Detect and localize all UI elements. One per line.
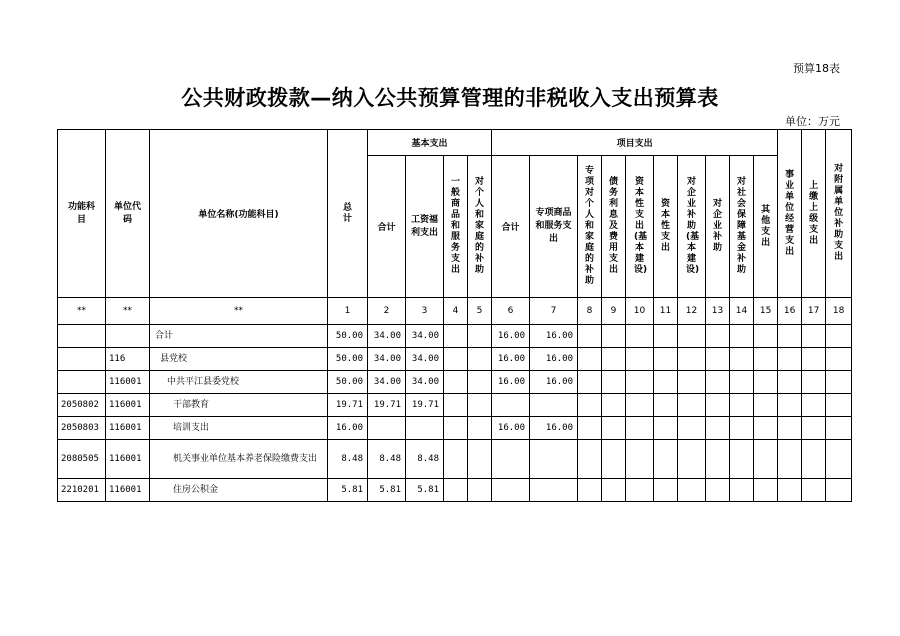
proj-total-cell: 16.00 <box>492 325 530 348</box>
empty-cell <box>678 371 706 394</box>
index-cell: 17 <box>802 298 826 325</box>
basic-goods-cell <box>444 348 468 371</box>
basic-total-cell: 34.00 <box>368 371 406 394</box>
empty-cell <box>826 325 852 348</box>
proj-goods-cell <box>530 479 578 502</box>
proj-total-cell <box>492 394 530 417</box>
func-code-cell <box>58 348 106 371</box>
header-unit-operation: 事业单位经营支出 <box>778 130 802 298</box>
proj-total-cell: 16.00 <box>492 417 530 440</box>
empty-cell <box>678 479 706 502</box>
empty-cell <box>578 479 602 502</box>
empty-cell <box>602 325 626 348</box>
basic-salary-cell: 8.48 <box>406 440 444 479</box>
empty-cell <box>826 417 852 440</box>
header-basic-goods: 一般商品和服务支出 <box>444 156 468 298</box>
empty-cell <box>654 325 678 348</box>
basic-family-cell <box>468 394 492 417</box>
table-row <box>58 394 852 417</box>
empty-cell <box>602 479 626 502</box>
header-total: 总计 <box>328 130 368 298</box>
proj-goods-cell <box>530 394 578 417</box>
basic-goods-cell <box>444 371 468 394</box>
empty-cell <box>754 417 778 440</box>
empty-cell <box>778 371 802 394</box>
empty-cell <box>778 440 802 479</box>
table-body <box>58 325 852 502</box>
empty-cell <box>802 479 826 502</box>
unit-code-cell: 116001 <box>106 479 150 502</box>
header-proj-debt: 债务利息及费用支出 <box>602 156 626 298</box>
empty-cell <box>578 325 602 348</box>
total-cell: 50.00 <box>328 348 368 371</box>
total-cell: 19.71 <box>328 394 368 417</box>
empty-cell <box>706 417 730 440</box>
empty-cell <box>678 417 706 440</box>
empty-cell <box>578 417 602 440</box>
unit-name-text: 培训支出 <box>173 422 210 433</box>
empty-cell <box>678 348 706 371</box>
empty-cell <box>826 371 852 394</box>
unit-name-cell <box>150 371 328 394</box>
header-subsidiary: 对附属单位补助支出 <box>826 130 852 298</box>
header-proj-enterprise: 对企业补助 <box>706 156 730 298</box>
index-cell: 5 <box>468 298 492 325</box>
basic-salary-cell: 5.81 <box>406 479 444 502</box>
index-cell: 15 <box>754 298 778 325</box>
func-code-cell: 2080505 <box>58 440 106 479</box>
header-basic-salary: 工资福利支出 <box>406 156 444 298</box>
empty-cell <box>578 394 602 417</box>
header-basic-total: 合计 <box>368 156 406 298</box>
empty-cell <box>826 394 852 417</box>
proj-goods-cell: 16.00 <box>530 371 578 394</box>
unit-name-cell <box>150 394 328 417</box>
table-row <box>58 325 852 348</box>
empty-cell <box>626 394 654 417</box>
empty-cell <box>826 348 852 371</box>
unit-name-cell <box>150 417 328 440</box>
index-cell: 14 <box>730 298 754 325</box>
basic-salary-cell: 34.00 <box>406 325 444 348</box>
empty-cell <box>802 348 826 371</box>
basic-total-cell: 8.48 <box>368 440 406 479</box>
empty-cell <box>578 348 602 371</box>
table-row <box>58 440 852 479</box>
empty-cell <box>678 440 706 479</box>
index-cell: 11 <box>654 298 678 325</box>
empty-cell <box>602 371 626 394</box>
empty-cell <box>778 348 802 371</box>
basic-salary-cell: 34.00 <box>406 371 444 394</box>
empty-cell <box>802 371 826 394</box>
empty-cell <box>730 440 754 479</box>
index-cell: 13 <box>706 298 730 325</box>
empty-cell <box>626 348 654 371</box>
header-unit-code: 单位代码 <box>106 130 150 298</box>
empty-cell <box>578 440 602 479</box>
empty-cell <box>706 440 730 479</box>
func-code-cell: 2050802 <box>58 394 106 417</box>
empty-cell <box>730 479 754 502</box>
empty-cell <box>626 479 654 502</box>
empty-cell <box>730 394 754 417</box>
index-cell: 16 <box>778 298 802 325</box>
empty-cell <box>602 417 626 440</box>
unit-name-cell <box>150 325 328 348</box>
empty-cell <box>654 440 678 479</box>
header-proj-capital-build: 资本性支出(基本建设) <box>626 156 654 298</box>
basic-family-cell <box>468 325 492 348</box>
empty-cell <box>602 440 626 479</box>
basic-salary-cell: 19.71 <box>406 394 444 417</box>
proj-total-cell <box>492 440 530 479</box>
unit-code-cell: 116001 <box>106 417 150 440</box>
proj-goods-cell: 16.00 <box>530 417 578 440</box>
empty-cell <box>730 325 754 348</box>
empty-cell <box>802 394 826 417</box>
unit-label: 单位：万元 <box>785 115 840 128</box>
index-cell: 18 <box>826 298 852 325</box>
header-group-project: 项目支出 <box>492 130 778 156</box>
empty-cell <box>678 325 706 348</box>
page-title: 公共财政拨款—纳入公共预算管理的非税收入支出预算表 <box>181 86 719 110</box>
basic-family-cell <box>468 440 492 479</box>
index-cell: 6 <box>492 298 530 325</box>
empty-cell <box>730 417 754 440</box>
index-cell: 12 <box>678 298 706 325</box>
index-cell: ** <box>58 298 106 325</box>
func-code-cell: 2050803 <box>58 417 106 440</box>
empty-cell <box>654 417 678 440</box>
basic-total-cell: 34.00 <box>368 325 406 348</box>
empty-cell <box>754 371 778 394</box>
basic-salary-cell: 34.00 <box>406 348 444 371</box>
index-cell: 10 <box>626 298 654 325</box>
basic-total-cell: 34.00 <box>368 348 406 371</box>
empty-cell <box>578 371 602 394</box>
unit-name-text: 机关事业单位基本养老保险缴费支出 <box>173 453 318 464</box>
header-group-row <box>58 130 852 156</box>
header-unit-name: 单位名称(功能科目) <box>150 130 328 298</box>
basic-total-cell <box>368 417 406 440</box>
empty-cell <box>654 348 678 371</box>
table-row <box>58 479 852 502</box>
header-proj-other: 其他支出 <box>754 156 778 298</box>
total-cell: 50.00 <box>328 325 368 348</box>
total-cell: 50.00 <box>328 371 368 394</box>
basic-total-cell: 19.71 <box>368 394 406 417</box>
func-code-cell: 2210201 <box>58 479 106 502</box>
index-cell: 8 <box>578 298 602 325</box>
index-cell: 1 <box>328 298 368 325</box>
table-row <box>58 348 852 371</box>
unit-code-cell: 116001 <box>106 440 150 479</box>
empty-cell <box>602 394 626 417</box>
header-basic-family: 对个人和家庭的补助 <box>468 156 492 298</box>
header-group-basic: 基本支出 <box>368 130 492 156</box>
basic-goods-cell <box>444 440 468 479</box>
proj-goods-cell <box>530 440 578 479</box>
header-proj-enterprise-build: 对企业补助(基本建设) <box>678 156 706 298</box>
index-cell: 2 <box>368 298 406 325</box>
unit-code-cell: 116001 <box>106 394 150 417</box>
empty-cell <box>754 440 778 479</box>
proj-goods-cell: 16.00 <box>530 325 578 348</box>
empty-cell <box>654 371 678 394</box>
empty-cell <box>778 325 802 348</box>
basic-salary-cell <box>406 417 444 440</box>
empty-cell <box>654 394 678 417</box>
empty-cell <box>626 371 654 394</box>
index-cell: 7 <box>530 298 578 325</box>
basic-family-cell <box>468 417 492 440</box>
basic-total-cell: 5.81 <box>368 479 406 502</box>
table-row <box>58 417 852 440</box>
empty-cell <box>754 479 778 502</box>
empty-cell <box>778 417 802 440</box>
unit-name-text: 合计 <box>155 330 174 341</box>
empty-cell <box>706 479 730 502</box>
unit-name-text: 县党校 <box>160 353 188 364</box>
empty-cell <box>754 325 778 348</box>
empty-cell <box>778 394 802 417</box>
index-cell: 3 <box>406 298 444 325</box>
empty-cell <box>802 417 826 440</box>
empty-cell <box>826 479 852 502</box>
total-cell: 5.81 <box>328 479 368 502</box>
empty-cell <box>678 394 706 417</box>
budget-table <box>57 129 852 502</box>
unit-name-cell <box>150 479 328 502</box>
empty-cell <box>602 348 626 371</box>
unit-name-cell <box>150 440 328 479</box>
empty-cell <box>802 325 826 348</box>
empty-cell <box>706 371 730 394</box>
header-proj-capital: 资本性支出 <box>654 156 678 298</box>
unit-code-cell: 116001 <box>106 371 150 394</box>
empty-cell <box>730 371 754 394</box>
unit-name-cell <box>150 348 328 371</box>
empty-cell <box>706 394 730 417</box>
header-proj-family: 专项对个人和家庭的补助 <box>578 156 602 298</box>
unit-name-text: 住房公积金 <box>173 484 219 495</box>
empty-cell <box>706 325 730 348</box>
empty-cell <box>730 348 754 371</box>
index-cell: ** <box>106 298 150 325</box>
empty-cell <box>754 394 778 417</box>
proj-total-cell: 16.00 <box>492 371 530 394</box>
unit-code-cell: 116 <box>106 348 150 371</box>
empty-cell <box>754 348 778 371</box>
func-code-cell <box>58 371 106 394</box>
column-index-row <box>58 298 852 325</box>
index-cell: 9 <box>602 298 626 325</box>
proj-total-cell: 16.00 <box>492 348 530 371</box>
total-cell: 8.48 <box>328 440 368 479</box>
header-proj-goods: 专项商品和服务支出 <box>530 156 578 298</box>
empty-cell <box>626 417 654 440</box>
header-upper-pay: 上缴上级支出 <box>802 130 826 298</box>
basic-family-cell <box>468 479 492 502</box>
header-proj-social: 对社会保障基金补助 <box>730 156 754 298</box>
proj-total-cell <box>492 479 530 502</box>
unit-name-text: 干部教育 <box>173 399 210 410</box>
unit-name-text: 中共平江县委党校 <box>167 376 240 387</box>
empty-cell <box>626 440 654 479</box>
empty-cell <box>802 440 826 479</box>
empty-cell <box>778 479 802 502</box>
empty-cell <box>654 479 678 502</box>
unit-code-cell <box>106 325 150 348</box>
basic-family-cell <box>468 348 492 371</box>
basic-goods-cell <box>444 394 468 417</box>
basic-goods-cell <box>444 325 468 348</box>
header-func-code: 功能科目 <box>58 130 106 298</box>
empty-cell <box>706 348 730 371</box>
proj-goods-cell: 16.00 <box>530 348 578 371</box>
basic-family-cell <box>468 371 492 394</box>
empty-cell <box>826 440 852 479</box>
basic-goods-cell <box>444 479 468 502</box>
func-code-cell <box>58 325 106 348</box>
form-number: 预算18表 <box>793 62 840 75</box>
basic-goods-cell <box>444 417 468 440</box>
table-row <box>58 371 852 394</box>
index-cell: 4 <box>444 298 468 325</box>
index-cell: ** <box>150 298 328 325</box>
header-proj-total: 合计 <box>492 156 530 298</box>
empty-cell <box>626 325 654 348</box>
total-cell: 16.00 <box>328 417 368 440</box>
